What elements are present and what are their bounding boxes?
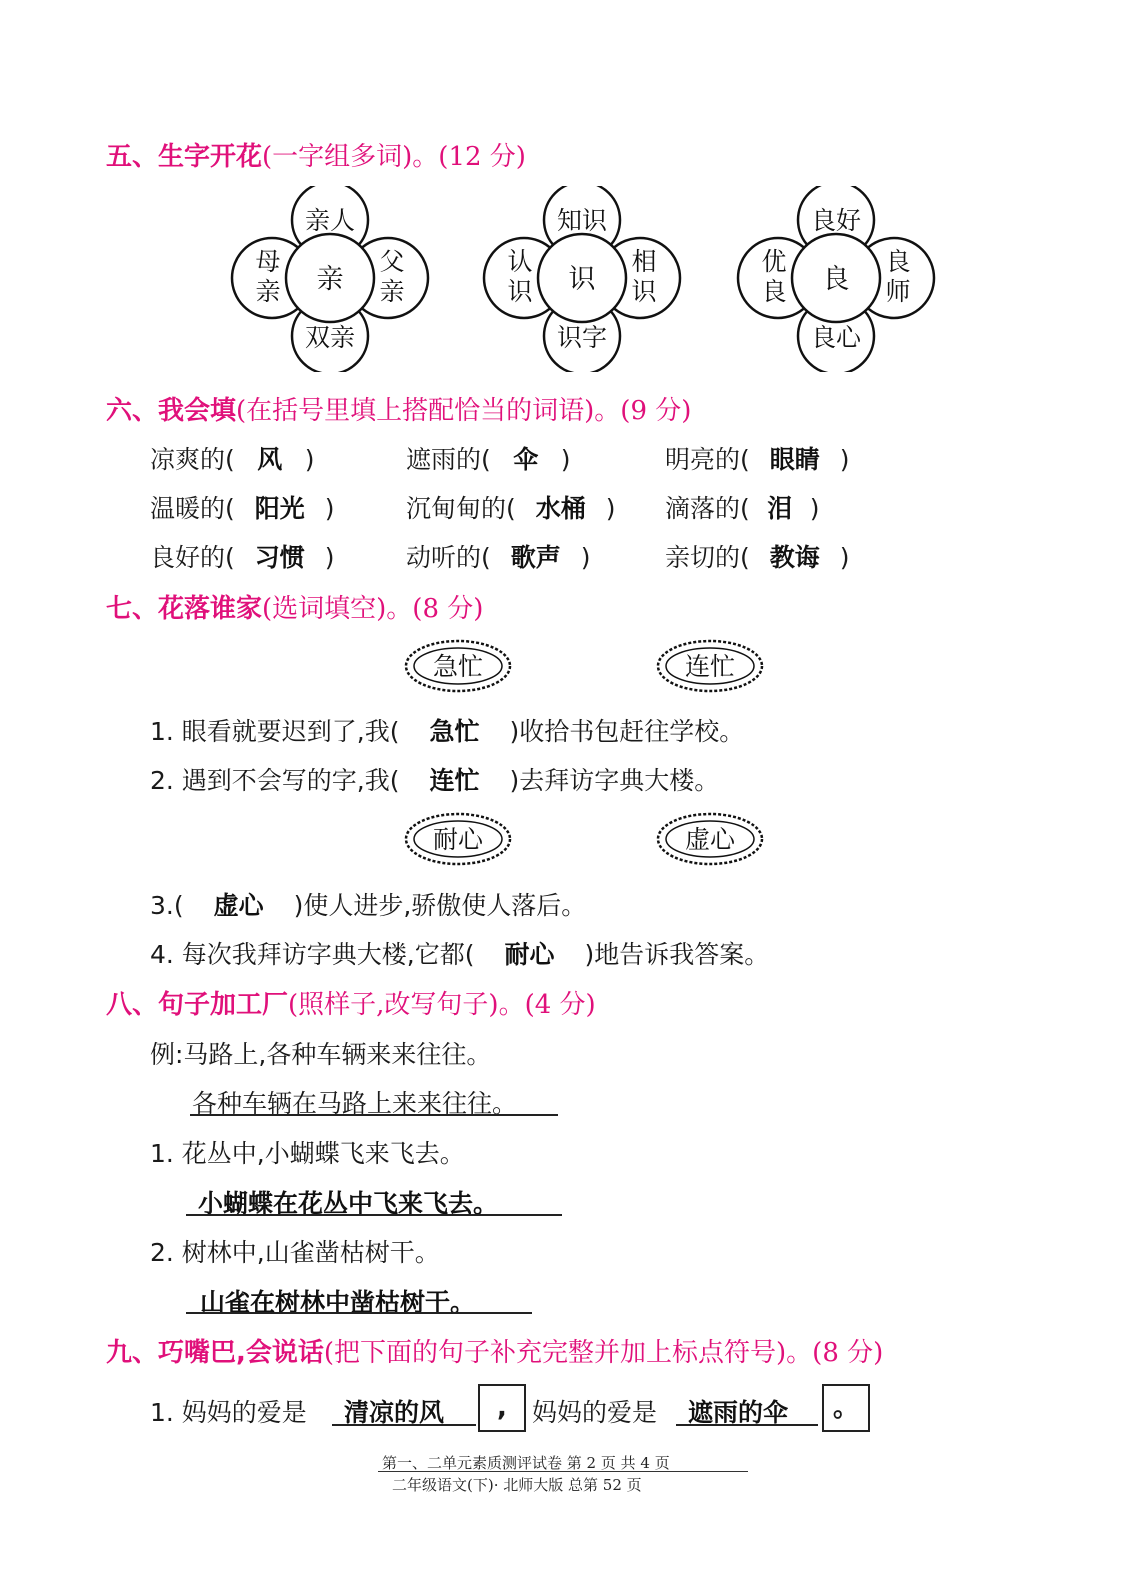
answer: 歌声: [510, 543, 561, 572]
punct-box-2: 。: [822, 1384, 870, 1432]
petal-left-text: 母亲: [255, 247, 281, 306]
section8-title: 八、句子加工厂: [106, 990, 289, 1020]
word-option-xuxin: [654, 810, 766, 868]
answer: 耐心: [504, 940, 555, 969]
center-text: 良: [822, 264, 850, 295]
section9-title: 九、巧嘴巴,会说话: [106, 1338, 324, 1368]
section7-subtitle: (选词填空)。(8 分): [262, 594, 484, 624]
sentence-underline-2: [676, 1424, 818, 1426]
flower-2: [480, 186, 690, 372]
section9-heading: [106, 1332, 883, 1369]
choice-item-3: 3.( 虚心 )使人进步,骄傲使人落后。: [150, 886, 586, 922]
petal-bottom-text: 识字: [556, 323, 608, 352]
petal-bottom-text: 双亲: [304, 323, 356, 352]
example-answer: 各种车辆在马路上来来往往。: [192, 1089, 518, 1118]
answer: 泪: [767, 494, 793, 523]
fill-row-1-item-1: 凉爽的( 风 ): [150, 440, 315, 476]
choice-item-1: 1. 眼看就要迟到了,我( 急忙 )收拾书包赶往学校。: [150, 712, 744, 748]
svg-text:急忙: 急忙: [432, 652, 484, 681]
section8-heading: [106, 984, 596, 1021]
rewrite-question-2: 2. 树林中,山雀凿枯树干。: [150, 1238, 440, 1267]
fill-row-1-item-3: 明亮的( 眼睛 ): [665, 440, 850, 476]
choice-item-2: 2. 遇到不会写的字,我( 连忙 )去拜访字典大楼。: [150, 761, 719, 797]
footer-divider: [378, 1471, 748, 1472]
svg-text:虚心: 虚心: [684, 825, 736, 854]
answer: 虚心: [213, 891, 264, 920]
section5-title: 五、生字开花: [106, 142, 263, 172]
word-option-jimang: [402, 637, 514, 695]
sentence-middle: 妈妈的爱是: [532, 1398, 658, 1427]
fill-row-3-item-3: 亲切的( 教诲 ): [665, 538, 850, 574]
center-text: 识: [568, 264, 596, 295]
petal-right-text: 相识: [631, 247, 657, 306]
petal-right-text: 父亲: [379, 247, 405, 306]
answer: 眼睛: [769, 445, 820, 474]
petal-top-text: 亲人: [304, 206, 356, 235]
section5-subtitle: (一字组多词)。(12 分): [262, 142, 526, 172]
choice-item-4: 4. 每次我拜访字典大楼,它都( 耐心 )地告诉我答案。: [150, 935, 769, 971]
petal-right-text: 良师: [885, 247, 911, 306]
petal-left-text: 优良: [761, 247, 787, 306]
footer-line-1: 第一、二单元素质测评试卷 第 2 页 共 4 页: [382, 1454, 670, 1472]
sentence-prefix: 1. 妈妈的爱是: [150, 1398, 307, 1427]
fill-row-2-item-2: 沉甸甸的( 水桶 ): [406, 489, 616, 525]
rewrite-answer-1: 小蝴蝶在花丛中飞来飞去。: [198, 1189, 499, 1218]
fill-row-1-item-2: 遮雨的( 伞 ): [406, 440, 571, 476]
section9-subtitle: (把下面的句子补充完整并加上标点符号)。(8 分): [323, 1338, 884, 1368]
flower-1: [228, 186, 438, 372]
example-underline: [190, 1114, 558, 1116]
petal-top-text: 良好: [810, 206, 862, 235]
sentence-answer-2: 遮雨的伞: [688, 1398, 789, 1427]
section7-heading: [106, 588, 483, 625]
section6-heading: [106, 390, 691, 427]
answer: 水桶: [535, 494, 586, 523]
footer-line-2: 二年级语文(下)· 北师大版 总第 52 页: [392, 1476, 642, 1494]
word-option-lianmang: [654, 637, 766, 695]
punct-box-1: ,: [478, 1384, 526, 1432]
section8-subtitle: (照样子,改写句子)。(4 分): [288, 990, 596, 1020]
section6-subtitle: (在括号里填上搭配恰当的词语)。(9 分): [236, 396, 692, 426]
fill-row-3-item-1: 良好的( 习惯 ): [150, 538, 335, 574]
section7-title: 七、花落谁家: [106, 594, 263, 624]
answer: 阳光: [254, 494, 305, 523]
section5-heading: [106, 136, 526, 173]
answer: 伞: [513, 445, 539, 474]
fill-row-2-item-1: 温暖的( 阳光 ): [150, 489, 335, 525]
answer: 连忙: [429, 766, 480, 795]
sentence-underline-1: [332, 1424, 476, 1426]
rewrite-question-1: 1. 花丛中,小蝴蝶飞来飞去。: [150, 1139, 465, 1168]
svg-text:连忙: 连忙: [684, 652, 736, 681]
rewrite-underline-1: [186, 1214, 562, 1216]
center-text: 亲: [316, 264, 344, 295]
answer: 风: [257, 445, 283, 474]
answer: 急忙: [429, 717, 480, 746]
fill-row-2-item-3: 滴落的( 泪 ): [665, 489, 820, 525]
answer: 习惯: [254, 543, 305, 572]
sentence-answer-1: 清凉的风: [344, 1398, 445, 1427]
example-question: 例:马路上,各种车辆来来往往。: [150, 1040, 492, 1069]
petal-left-text: 认识: [507, 247, 533, 306]
section6-title: 六、我会填: [106, 396, 237, 426]
word-option-naixin: [402, 810, 514, 868]
svg-text:耐心: 耐心: [432, 825, 484, 854]
rewrite-underline-2: [186, 1312, 532, 1314]
answer: 教诲: [769, 543, 820, 572]
rewrite-answer-2: 山雀在树林中凿枯树干。: [200, 1288, 476, 1317]
flower-3: [734, 186, 944, 372]
petal-bottom-text: 良心: [810, 323, 862, 352]
petal-top-text: 知识: [556, 206, 608, 235]
fill-row-3-item-2: 动听的( 歌声 ): [406, 538, 591, 574]
